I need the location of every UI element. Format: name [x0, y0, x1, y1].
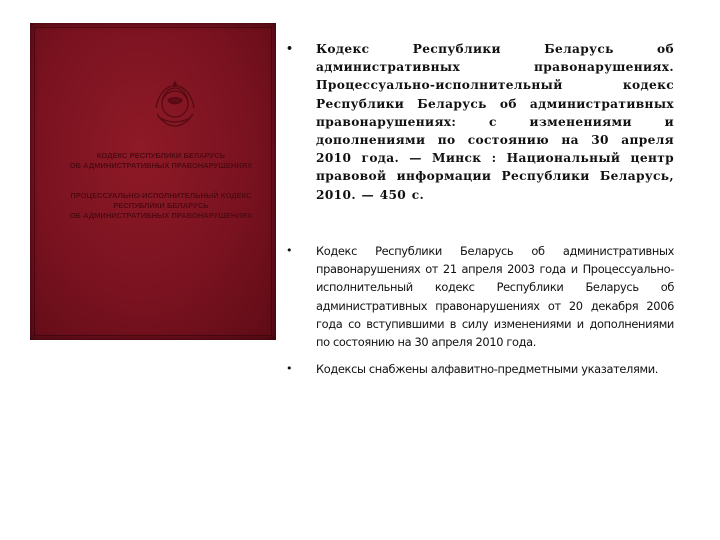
cover-title-line: КОДЕКС РЕСПУБЛИКИ БЕЛАРУСЬ — [96, 151, 226, 160]
bullet-marker: • — [286, 42, 294, 55]
list-item-text: Кодекс Республики Беларусь об административных правонарушениях. Процессуально-исполнительный кодекс Республики Беларусь об административных правонарушениях: с изменениями и дополнениями по состоянию на 30 апреля 2010 года. — Минск : Национальный центр правовой информации Республики Беларусь, 2010. — 450 с. — [316, 42, 674, 202]
bullet-marker: • — [286, 361, 293, 375]
list-item — [286, 40, 674, 204]
cover-subtitle-line: ПРОЦЕССУАЛЬНО-ИСПОЛНИТЕЛЬНЫЙ КОДЕКС — [70, 191, 252, 200]
list-item-text: Кодекс Республики Беларусь об административных правонарушениях от 21 апреля 2003 года и Процессуально-исполнительный кодекс Республики Беларусь об административных правонарушениях от 20 декабря 2006 года со вступившими в силу изменениями и дополнениями по состоянию на 30 апреля 2010 года. — [316, 243, 674, 350]
cover-subtitle — [38, 191, 284, 221]
list-item — [286, 360, 674, 378]
cover-subtitle-line: ОБ АДМИНИСТРАТИВНЫХ ПРАВОНАРУШЕНИЯХ — [69, 211, 253, 220]
bullet-marker: • — [286, 243, 293, 257]
cover-border — [34, 27, 272, 336]
bullet-list — [286, 40, 674, 378]
list-item-text: Кодексы снабжены алфавитно-предметными указателями. — [316, 361, 659, 376]
belarus-coat-of-arms-icon — [148, 78, 202, 132]
cover-title — [38, 151, 284, 171]
cover-subtitle-line: РЕСПУБЛИКИ БЕЛАРУСЬ — [113, 201, 209, 210]
cover-title-line: ОБ АДМИНИСТРАТИВНЫХ ПРАВОНАРУШЕНИЯХ — [69, 161, 253, 170]
list-item — [286, 242, 674, 352]
book-cover-image — [30, 23, 276, 340]
